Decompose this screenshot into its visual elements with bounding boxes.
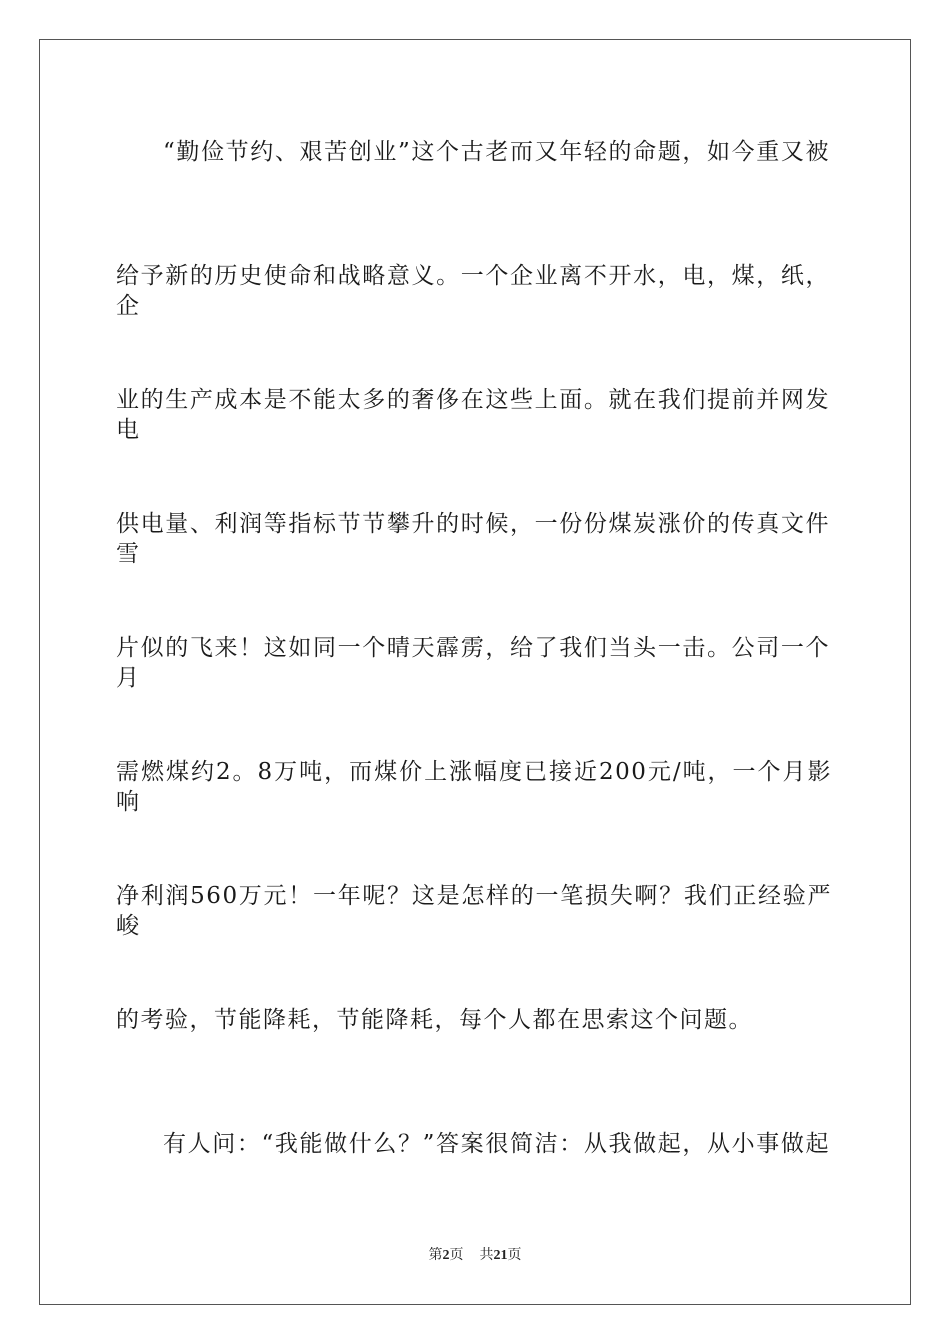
paragraph-1-line-8: 的考验，节能降耗，节能降耗，每个人都在思索这个问题。: [116, 1007, 753, 1033]
page-label-suffix: 页: [449, 1247, 464, 1263]
paragraph-1-line-2: 给予新的历史使命和战略意义。一个企业离不开水，电，煤，纸，企: [116, 263, 830, 319]
paragraph-1-line-7: 净利润560万元！一年呢？这是怎样的一笔损失啊？我们正经验严峻: [116, 883, 832, 939]
total-label-suffix: 页: [507, 1247, 522, 1263]
page-label-prefix: 第: [428, 1247, 443, 1263]
paragraph-1-line-1: “勤俭节约、艰苦创业”这个古老而又年轻的命题，如今重又被: [163, 139, 830, 165]
paragraph-2-line-1: 有人问：“我能做什么？”答案很简洁：从我做起，从小事做起: [163, 1131, 830, 1157]
paragraph-1-line-6: 需燃煤约2。8万吨，而煤价上涨幅度已接近200元/吨，一个月影响: [116, 759, 832, 815]
total-label-prefix: 共: [479, 1247, 494, 1263]
page-footer: [0, 1246, 950, 1265]
current-page-number: 2: [442, 1248, 450, 1263]
total-page-count: 21: [493, 1248, 508, 1263]
paragraph-1-line-4: 供电量、利润等指标节节攀升的时候，一份份煤炭涨价的传真文件雪: [116, 511, 830, 567]
paragraph-1-line-3: 业的生产成本是不能太多的奢侈在这些上面。就在我们提前并网发电: [116, 387, 830, 443]
paragraph-1-line-5: 片似的飞来！这如同一个晴天霹雳，给了我们当头一击。公司一个月: [116, 635, 830, 691]
